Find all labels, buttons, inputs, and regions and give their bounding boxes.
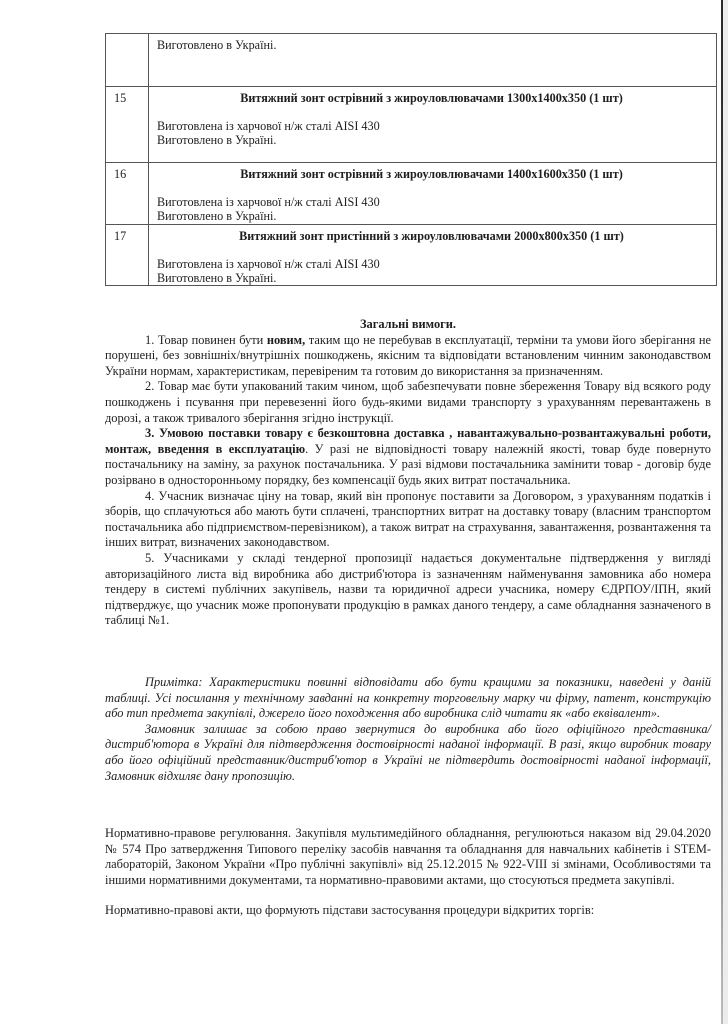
notes-section: [105, 675, 711, 784]
table-row: [106, 87, 717, 163]
row-line: Виготовлена із харчової н/ж сталі AISI 430: [157, 119, 380, 133]
row-description: [149, 163, 717, 225]
item-title: Витяжний зонт острівний з жироуловлювачами 1300х1400х350 (1 шт): [240, 91, 623, 105]
note-2: Замовник залишає за собою право звернутися до виробника або його офіційного представника/дистриб'ютора в Україні для підтвердження достовірності наданої інформації. В разі, якщо виробник товару або його офіційний представник/дистриб'ютор в Україні не підтвердить достовірності наданої інформації, Замовник відхиляє дану пропозицію.: [105, 721, 711, 783]
table-row: [106, 163, 717, 225]
section-title: Загальні вимоги.: [359, 317, 456, 331]
row-line: Виготовлено в Україні.: [157, 133, 277, 147]
row-number: 17: [106, 225, 149, 286]
bold-text: 3. Умовою поставки товару є безкоштовна доставка , навантажувально-розвантажувальні роботи, монтаж, введення в експлуатацію: [105, 426, 711, 456]
row-description: [149, 34, 717, 87]
row-number: [106, 34, 149, 87]
requirement-4: 4. Учасник визначає ціну на товар, який він пропонує поставити за Договором, з урахуванням податків і зборів, що сплачуються або мають бути сплачені, транспортних витрат на доставку товару (власним транспортом постачальника або підприємством-перевізником), а також витрат на страхування, завантаження, розвантаження та інших витрат, визначених законодавством.: [105, 488, 711, 550]
regulation-paragraph: Нормативно-правове регулювання. Закупівля мультимедійного обладнання, регулюються наказом від 29.04.2020 № 574 Про затвердження Типового переліку засобів навчання та обладнання для навчальних кабінетів і STEM-лабораторій, Законом України «Про публічні закупівлі» від 25.12.2015 № 922-VIII зі змінами, Особливостями та іншими нормативними документами, та нормативно-правовими актами, що стосуються предмета закупівлі.: [105, 826, 711, 887]
item-title: Витяжний зонт пристінний з жироуловлювачами 2000х800х350 (1 шт): [239, 229, 624, 243]
legal-acts-intro: Нормативно-правові акти, що формують підстави застосування процедури відкритих торгів:: [105, 903, 595, 918]
row-line: Виготовлено в Україні.: [157, 209, 277, 223]
general-requirements: [105, 317, 711, 629]
row-line: Виготовлено в Україні.: [157, 38, 277, 52]
row-number: 15: [106, 87, 149, 163]
row-description: [149, 87, 717, 163]
text: . У разі не відповідності товару належній якості, товар буде повернуто постачальнику на заміну, за рахунок постачальника. У разі відмови постачальника замінити товар - договір буде розірвано в односторонньому порядку, без компенсації будь яких витрат постачальника.: [105, 441, 712, 487]
bold-text: новим,: [266, 332, 306, 347]
requirement-1: [105, 333, 711, 380]
equipment-table: [105, 33, 717, 286]
note-1: Примітка: Характеристики повинні відповідати або бути кращими за показники, наведені у даній таблиці. Усі посилання у технічному завданні на конкретну торговельну марку чи фірму, патент, конструкцію або тип предмета закупівлі, джерело його походження або виробника слід читати як «або еквівалент».: [105, 675, 711, 721]
scan-edge-shade: [723, 0, 728, 1024]
row-line: Виготовлено в Україні.: [157, 271, 277, 285]
row-description: [149, 225, 717, 286]
text: 1. Товар повинен бути: [145, 332, 267, 347]
requirement-2: 2. Товар має бути упакований таким чином, щоб забезпечувати повне збереження Товару від всякого роду пошкоджень і псування при перевезенні його будь-якими видами транспорту з урахуванням перевантажень в дорозі, а також тривалого зберігання згідно інструкції.: [105, 379, 711, 425]
requirement-5: 5. Учасниками у складі тендерної пропозиції надається документальне підтвердження у вигляді авторизаційного листа від виробника або дистриб'ютора із зазначенням найменування замовника або номера тендеру в системі публічних закупівель, назви та юридичної адреси учасника, номеру ЄДРПОУ/ІПН, який підтверджує, що учасник може пропонувати продукцію в рамках даного тендеру, а саме обладнання зазначеного в таблиці №1.: [105, 550, 711, 628]
table-row: [106, 225, 717, 286]
row-line: Виготовлена із харчової н/ж сталі AISI 430: [157, 257, 380, 271]
item-title: Витяжний зонт острівний з жироуловлювачами 1400х1600х350 (1 шт): [240, 167, 623, 181]
requirement-3: [105, 426, 711, 488]
text: таким що не перебував в експлуатації, терміни та умови його зберігання не порушені, без зовнішніх/внутрішніх пошкоджень, якісним та відповідати встановленим чинним законодавством України нормам, характеристикам, перевіреним та готовим до використання за призначенням.: [105, 332, 711, 378]
row-number: 16: [106, 163, 149, 225]
table-row: [106, 34, 717, 87]
regulation-section: [105, 826, 711, 919]
row-line: Виготовлена із харчової н/ж сталі AISI 430: [157, 195, 380, 209]
